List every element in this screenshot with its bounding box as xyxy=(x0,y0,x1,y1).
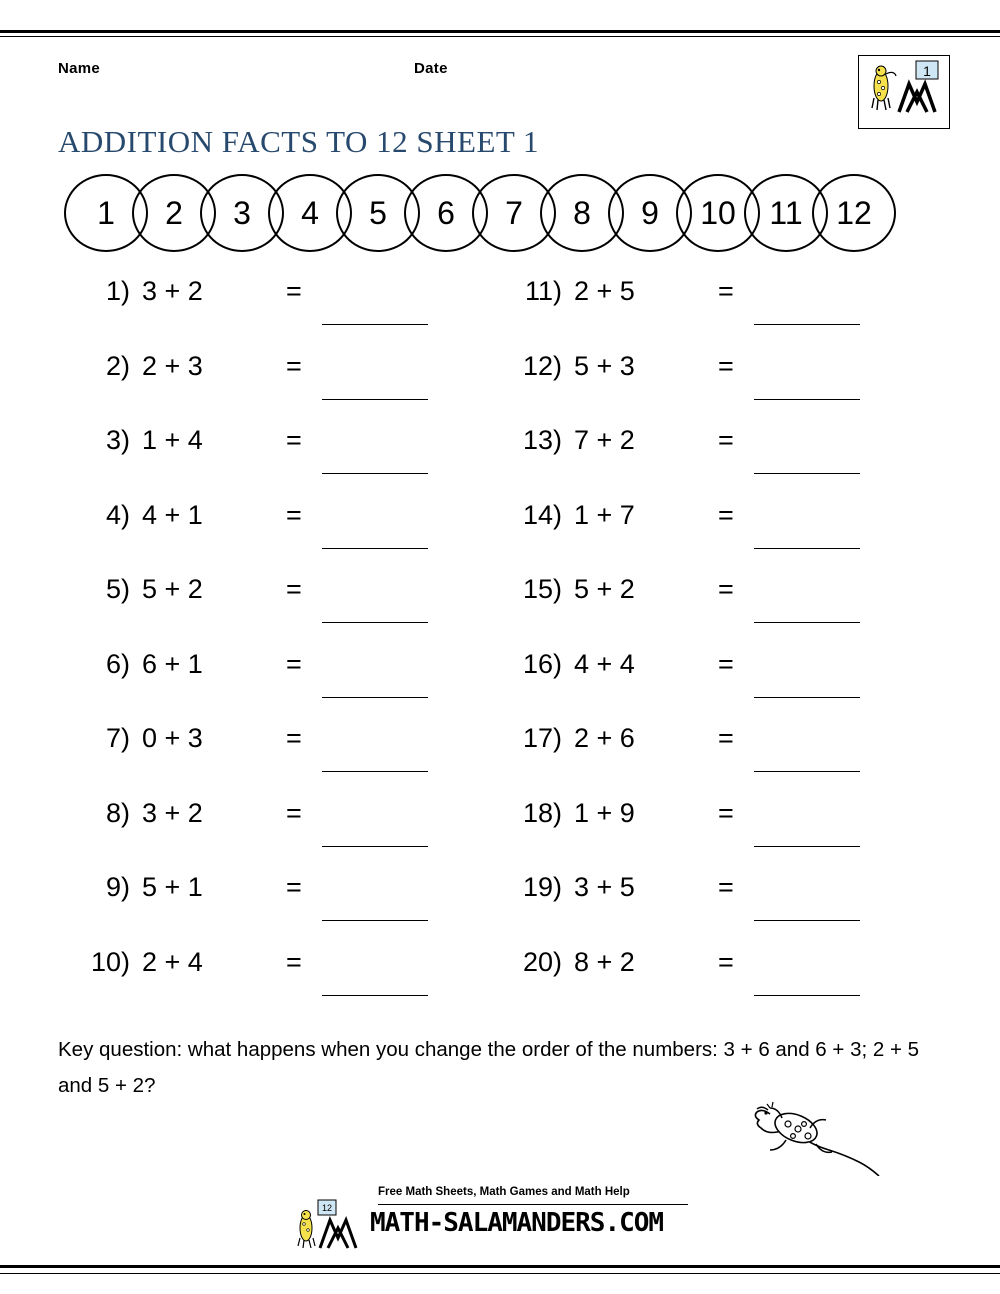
salamander-logo-icon xyxy=(290,1198,376,1254)
equals-sign: = xyxy=(286,499,302,530)
top-divider xyxy=(0,30,1000,33)
problem-row xyxy=(58,635,478,710)
problem-number: 15) xyxy=(522,574,562,604)
answer-blank[interactable] xyxy=(322,920,428,921)
problem-number: 14) xyxy=(522,499,562,530)
equals-sign: = xyxy=(718,350,734,381)
problem-expression: 8 + 2 xyxy=(574,946,635,977)
problem-row xyxy=(58,486,478,561)
problem-expression: 3 + 2 xyxy=(142,276,203,306)
equals-sign: = xyxy=(718,946,734,977)
problem-number: 3) xyxy=(105,425,130,455)
problem-expression: 0 + 3 xyxy=(142,723,203,753)
equals-sign: = xyxy=(718,574,734,604)
number-circle: 1 xyxy=(64,174,148,252)
answer-blank[interactable] xyxy=(754,473,860,474)
answer-blank[interactable] xyxy=(754,846,860,847)
problem-number: 20) xyxy=(522,946,562,977)
problem-expression: 4 + 4 xyxy=(574,648,635,679)
number-circle: 6 xyxy=(404,174,488,252)
number-circle: 9 xyxy=(608,174,692,252)
problem-number: 12) xyxy=(522,350,562,381)
problem-row xyxy=(58,858,478,933)
equals-sign: = xyxy=(286,350,302,381)
problem-expression: 1 + 4 xyxy=(142,425,203,455)
answer-blank[interactable] xyxy=(322,548,428,549)
top-divider-thin xyxy=(0,36,1000,37)
answer-blank[interactable] xyxy=(754,548,860,549)
problem-row xyxy=(490,262,910,337)
problem-row xyxy=(490,709,910,784)
footer-tagline: Free Math Sheets, Math Games and Math Help xyxy=(378,1186,630,1198)
bottom-divider xyxy=(0,1265,1000,1268)
bottom-divider-thin xyxy=(0,1273,1000,1274)
number-circle: 4 xyxy=(268,174,352,252)
problem-expression: 5 + 3 xyxy=(574,350,635,381)
number-circle: 11 xyxy=(744,174,828,252)
answer-blank[interactable] xyxy=(322,771,428,772)
number-circle: 5 xyxy=(336,174,420,252)
problem-row xyxy=(58,560,478,635)
answer-blank[interactable] xyxy=(754,324,860,325)
problem-row xyxy=(58,411,478,486)
answer-blank[interactable] xyxy=(322,846,428,847)
problem-number: 16) xyxy=(522,648,562,679)
equals-sign: = xyxy=(286,648,302,679)
number-circle: 3 xyxy=(200,174,284,252)
number-strip xyxy=(64,174,944,252)
answer-blank[interactable] xyxy=(322,697,428,698)
answer-blank[interactable] xyxy=(754,995,860,996)
answer-blank[interactable] xyxy=(322,622,428,623)
footer-logo xyxy=(290,1198,376,1254)
problems-column-left xyxy=(58,262,478,1007)
answer-blank[interactable] xyxy=(322,473,428,474)
answer-blank[interactable] xyxy=(754,771,860,772)
number-circle: 12 xyxy=(812,174,896,252)
problem-row xyxy=(490,560,910,635)
footer-url[interactable]: MATH-SALAMANDERS.COM xyxy=(370,1208,664,1238)
problem-row xyxy=(490,858,910,933)
equals-sign: = xyxy=(718,723,734,753)
answer-blank[interactable] xyxy=(754,920,860,921)
problem-number: 10) xyxy=(90,946,130,977)
equals-sign: = xyxy=(286,425,302,455)
footer xyxy=(0,1184,1000,1258)
footer-inner xyxy=(290,1184,710,1258)
problem-expression: 2 + 5 xyxy=(574,276,635,306)
problem-number: 19) xyxy=(522,872,562,902)
equals-sign: = xyxy=(718,797,734,828)
equals-sign: = xyxy=(286,797,302,828)
answer-blank[interactable] xyxy=(322,399,428,400)
svg-text:1: 1 xyxy=(923,63,931,79)
problem-row xyxy=(490,486,910,561)
equals-sign: = xyxy=(286,723,302,753)
problem-row xyxy=(58,784,478,859)
problem-number: 5) xyxy=(105,574,130,604)
name-label: Name xyxy=(58,60,101,77)
equals-sign: = xyxy=(718,648,734,679)
problem-number: 6) xyxy=(105,648,130,679)
problem-number: 18) xyxy=(522,797,562,828)
problem-row xyxy=(490,933,910,1008)
problem-row xyxy=(58,337,478,412)
problem-expression: 7 + 2 xyxy=(574,425,635,455)
problem-number: 11) xyxy=(524,276,562,306)
problem-expression: 3 + 5 xyxy=(574,872,635,902)
problem-expression: 2 + 4 xyxy=(142,946,203,977)
problem-number: 9) xyxy=(105,872,130,902)
equals-sign: = xyxy=(286,276,302,306)
salamander-logo-icon xyxy=(859,56,949,128)
grade-logo-box xyxy=(858,55,950,129)
problem-row xyxy=(490,337,910,412)
problem-row xyxy=(490,635,910,710)
problem-row xyxy=(490,411,910,486)
svg-text:12: 12 xyxy=(321,1203,333,1213)
equals-sign: = xyxy=(286,946,302,977)
problem-number: 17) xyxy=(522,723,562,753)
number-circle: 7 xyxy=(472,174,556,252)
number-circle: 8 xyxy=(540,174,624,252)
number-circle: 10 xyxy=(676,174,760,252)
lizard-illustration xyxy=(752,1096,912,1176)
problem-number: 7) xyxy=(105,723,130,753)
equals-sign: = xyxy=(286,872,302,902)
answer-blank[interactable] xyxy=(322,995,428,996)
answer-blank[interactable] xyxy=(322,324,428,325)
problem-expression: 5 + 2 xyxy=(142,574,203,604)
equals-sign: = xyxy=(718,425,734,455)
problem-row xyxy=(58,262,478,337)
problem-number: 2) xyxy=(105,350,130,381)
page-title: ADDITION FACTS TO 12 SHEET 1 xyxy=(58,124,540,159)
problem-row xyxy=(58,933,478,1008)
problem-number: 13) xyxy=(522,425,562,455)
problem-expression: 6 + 1 xyxy=(142,648,203,679)
problem-expression: 2 + 6 xyxy=(574,723,635,753)
problem-number: 4) xyxy=(105,499,130,530)
answer-blank[interactable] xyxy=(754,399,860,400)
problem-expression: 3 + 2 xyxy=(142,797,203,828)
equals-sign: = xyxy=(286,574,302,604)
answer-blank[interactable] xyxy=(754,697,860,698)
answer-blank[interactable] xyxy=(754,622,860,623)
lizard-icon xyxy=(752,1096,912,1176)
equals-sign: = xyxy=(718,276,734,306)
key-question: Key question: what happens when you change the order of the numbers: 3 + 6 and 6 + 3; 2 + 5 and 5 + 2? xyxy=(58,1038,920,1097)
problem-expression: 5 + 1 xyxy=(142,872,203,902)
problem-expression: 4 + 1 xyxy=(142,499,203,530)
problems-column-right xyxy=(490,262,910,1007)
equals-sign: = xyxy=(718,872,734,902)
problem-row xyxy=(58,709,478,784)
number-circle: 2 xyxy=(132,174,216,252)
problem-expression: 2 + 3 xyxy=(142,350,203,381)
problem-number: 1) xyxy=(105,276,130,306)
grade-logo-inner xyxy=(859,56,949,128)
problem-number: 8) xyxy=(105,797,130,828)
date-label: Date xyxy=(414,60,448,77)
problem-expression: 1 + 7 xyxy=(574,499,635,530)
problem-expression: 1 + 9 xyxy=(574,797,635,828)
footer-divider xyxy=(378,1204,688,1205)
equals-sign: = xyxy=(718,499,734,530)
problem-expression: 5 + 2 xyxy=(574,574,635,604)
problem-row xyxy=(490,784,910,859)
